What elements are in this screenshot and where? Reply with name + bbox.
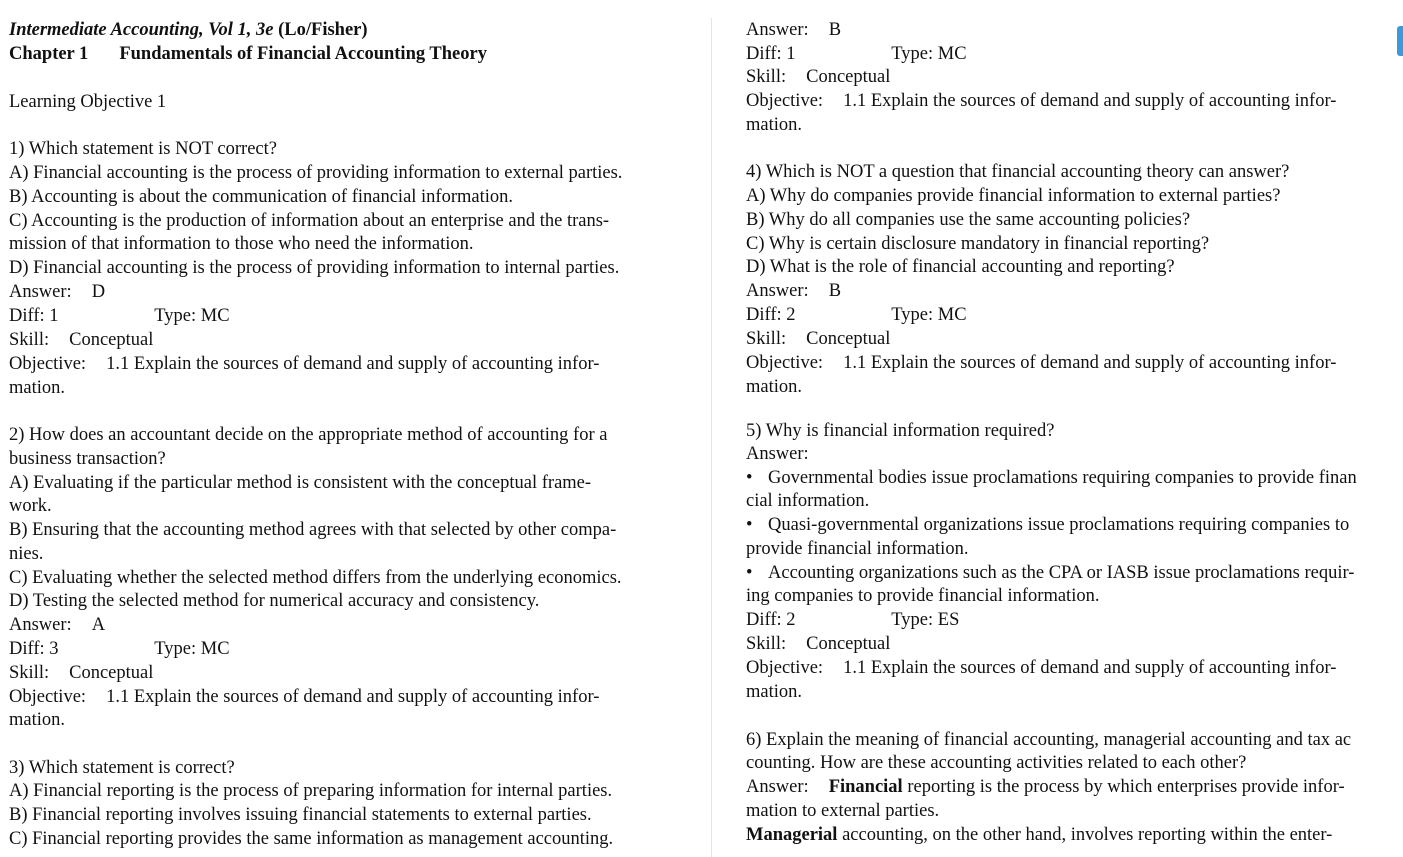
diff-type-line xyxy=(9,638,230,660)
skill-line xyxy=(9,662,153,684)
objective-label: Objective: xyxy=(9,687,87,707)
paragraph-bold-term: Managerial xyxy=(746,825,838,845)
type-value: MC xyxy=(937,44,967,64)
diff-label: Diff: xyxy=(746,305,782,325)
diff-label: Diff: xyxy=(9,639,45,659)
diff-label: Diff: xyxy=(746,610,782,630)
book-header xyxy=(9,19,368,41)
bullet-item xyxy=(746,467,1357,489)
answer-value: B xyxy=(828,20,842,40)
answer-value: B xyxy=(828,281,842,301)
type-value: ES xyxy=(937,610,960,630)
chapter-title: Fundamentals of Financial Accounting Theory xyxy=(119,44,487,64)
scroll-tab[interactable] xyxy=(1397,26,1403,56)
objective-value: 1.1 Explain the sources of demand and supply of accounting infor- xyxy=(843,353,1337,373)
answer-bold-term: Financial xyxy=(828,777,903,797)
skill-line xyxy=(746,66,890,88)
book-title: Intermediate Accounting, Vol 1, 3e xyxy=(9,20,274,40)
diff-value: 1 xyxy=(49,306,59,326)
answer-label: Answer: xyxy=(746,444,809,464)
objective-line xyxy=(746,352,1336,374)
objective-line xyxy=(746,90,1336,112)
option-line: C) Accounting is the production of information about an enterprise and the trans- xyxy=(9,211,610,231)
objective-line xyxy=(746,657,1336,679)
question-stem: business transaction? xyxy=(9,449,166,469)
bullet-item xyxy=(746,562,1354,584)
chapter-label: Chapter 1 xyxy=(9,44,89,64)
question-stem: counting. How are these accounting activities related to each other? xyxy=(746,753,1247,773)
objective-label: Objective: xyxy=(746,353,824,373)
answer-value: D xyxy=(91,282,106,302)
answer-label: Answer: xyxy=(746,20,809,40)
learning-objective: Learning Objective 1 xyxy=(9,92,167,112)
question-stem: 1) Which statement is NOT correct? xyxy=(9,139,277,159)
type-value: MC xyxy=(200,306,230,326)
question-stem: 5) Why is financial information required? xyxy=(746,421,1055,441)
diff-value: 2 xyxy=(786,305,796,325)
bullet-continuation: provide financial information. xyxy=(746,539,969,559)
option-line: C) Why is certain disclosure mandatory in financial reporting? xyxy=(746,234,1210,254)
option-line: A) Financial accounting is the process of providing information to external parties. xyxy=(9,163,623,183)
skill-line xyxy=(746,328,890,350)
answer-line xyxy=(9,614,105,636)
option-line: B) Financial reporting involves issuing financial statements to external parties. xyxy=(9,805,592,825)
option-line: D) What is the role of financial accounting and reporting? xyxy=(746,257,1175,277)
answer-continuation: mation to external parties. xyxy=(746,801,940,821)
question-stem: 6) Explain the meaning of financial accounting, managerial accounting and tax ac xyxy=(746,730,1352,750)
objective-label: Objective: xyxy=(9,354,87,374)
option-line: nies. xyxy=(9,544,44,564)
objective-label: Objective: xyxy=(746,658,824,678)
type-label: Type: xyxy=(154,306,197,326)
bullet-continuation: ing companies to provide financial information. xyxy=(746,586,1100,606)
option-line: A) Evaluating if the particular method is consistent with the conceptual frame- xyxy=(9,473,592,493)
answer-line xyxy=(746,776,1345,798)
diff-type-line xyxy=(746,304,967,326)
option-line: C) Evaluating whether the selected method differs from the underlying economics. xyxy=(9,568,622,588)
skill-label: Skill: xyxy=(746,634,787,654)
question-stem: 4) Which is NOT a question that financial accounting theory can answer? xyxy=(746,162,1290,182)
answer-value: A xyxy=(91,615,106,635)
objective-label: Objective: xyxy=(746,91,824,111)
answer-line xyxy=(9,281,105,303)
answer-line xyxy=(746,19,841,41)
option-line: D) Financial accounting is the process of providing information to internal parties. xyxy=(9,258,620,278)
type-label: Type: xyxy=(891,610,934,630)
skill-label: Skill: xyxy=(746,67,787,87)
answer-label: Answer: xyxy=(746,281,809,301)
option-line: work. xyxy=(9,496,52,516)
option-line: A) Why do companies provide financial information to external parties? xyxy=(746,186,1281,206)
objective-value: 1.1 Explain the sources of demand and supply of accounting infor- xyxy=(843,658,1337,678)
type-value: MC xyxy=(200,639,230,659)
diff-value: 1 xyxy=(786,44,796,64)
diff-type-line xyxy=(746,43,967,65)
diff-label: Diff: xyxy=(746,44,782,64)
bullet-icon: • xyxy=(746,468,753,488)
skill-label: Skill: xyxy=(746,329,787,349)
skill-label: Skill: xyxy=(9,330,50,350)
bullet-text: Accounting organizations such as the CPA or IASB issue proclamations requir- xyxy=(768,563,1355,583)
option-line: B) Accounting is about the communication of financial information. xyxy=(9,187,514,207)
type-label: Type: xyxy=(154,639,197,659)
answer-label: Answer: xyxy=(9,615,72,635)
skill-value: Conceptual xyxy=(806,329,891,349)
objective-line: mation. xyxy=(9,378,66,398)
bullet-item xyxy=(746,514,1349,536)
chapter-heading xyxy=(9,43,487,65)
type-label: Type: xyxy=(891,305,934,325)
option-line: D) Testing the selected method for numerical accuracy and consistency. xyxy=(9,591,540,611)
option-line: mission of that information to those who need the information. xyxy=(9,234,474,254)
option-line: A) Financial reporting is the process of preparing information for internal parties. xyxy=(9,781,613,801)
answer-line xyxy=(746,280,841,302)
objective-line: mation. xyxy=(746,682,803,702)
skill-value: Conceptual xyxy=(806,67,891,87)
question-stem: 2) How does an accountant decide on the appropriate method of accounting for a xyxy=(9,425,608,445)
answer-paragraph xyxy=(746,824,1332,846)
objective-value: 1.1 Explain the sources of demand and supply of accounting infor- xyxy=(843,91,1337,111)
skill-value: Conceptual xyxy=(806,634,891,654)
answer-label: Answer: xyxy=(9,282,72,302)
skill-value: Conceptual xyxy=(69,663,154,683)
bullet-icon: • xyxy=(746,563,753,583)
objective-line xyxy=(9,686,599,708)
bullet-text: Quasi-governmental organizations issue proclamations requiring companies to xyxy=(768,515,1350,535)
objective-line: mation. xyxy=(9,710,66,730)
objective-value: 1.1 Explain the sources of demand and supply of accounting infor- xyxy=(106,354,600,374)
option-line: B) Why do all companies use the same accounting policies? xyxy=(746,210,1191,230)
skill-line xyxy=(9,329,153,351)
bullet-continuation: cial information. xyxy=(746,491,870,511)
objective-value: 1.1 Explain the sources of demand and supply of accounting infor- xyxy=(106,687,600,707)
skill-label: Skill: xyxy=(9,663,50,683)
answer-label: Answer: xyxy=(746,777,809,797)
diff-value: 3 xyxy=(49,639,59,659)
diff-label: Diff: xyxy=(9,306,45,326)
bullet-icon: • xyxy=(746,515,753,535)
paragraph-text: accounting, on the other hand, involves reporting within the enter- xyxy=(837,825,1333,845)
column-divider xyxy=(711,18,712,857)
type-label: Type: xyxy=(891,44,934,64)
book-authors: (Lo/Fisher) xyxy=(278,20,368,40)
skill-value: Conceptual xyxy=(69,330,154,350)
bullet-text: Governmental bodies issue proclamations requiring companies to provide finan xyxy=(768,468,1357,488)
diff-type-line xyxy=(746,609,959,631)
type-value: MC xyxy=(937,305,967,325)
diff-type-line xyxy=(9,305,230,327)
option-line: B) Ensuring that the accounting method agrees with that selected by other compa- xyxy=(9,520,617,540)
option-line: C) Financial reporting provides the same information as management accounting. xyxy=(9,829,614,849)
objective-line: mation. xyxy=(746,377,803,397)
question-stem: 3) Which statement is correct? xyxy=(9,758,235,778)
diff-value: 2 xyxy=(786,610,796,630)
objective-line xyxy=(9,353,599,375)
objective-line: mation. xyxy=(746,115,803,135)
answer-text: reporting is the process by which enterprises provide infor- xyxy=(902,777,1345,797)
skill-line xyxy=(746,633,890,655)
